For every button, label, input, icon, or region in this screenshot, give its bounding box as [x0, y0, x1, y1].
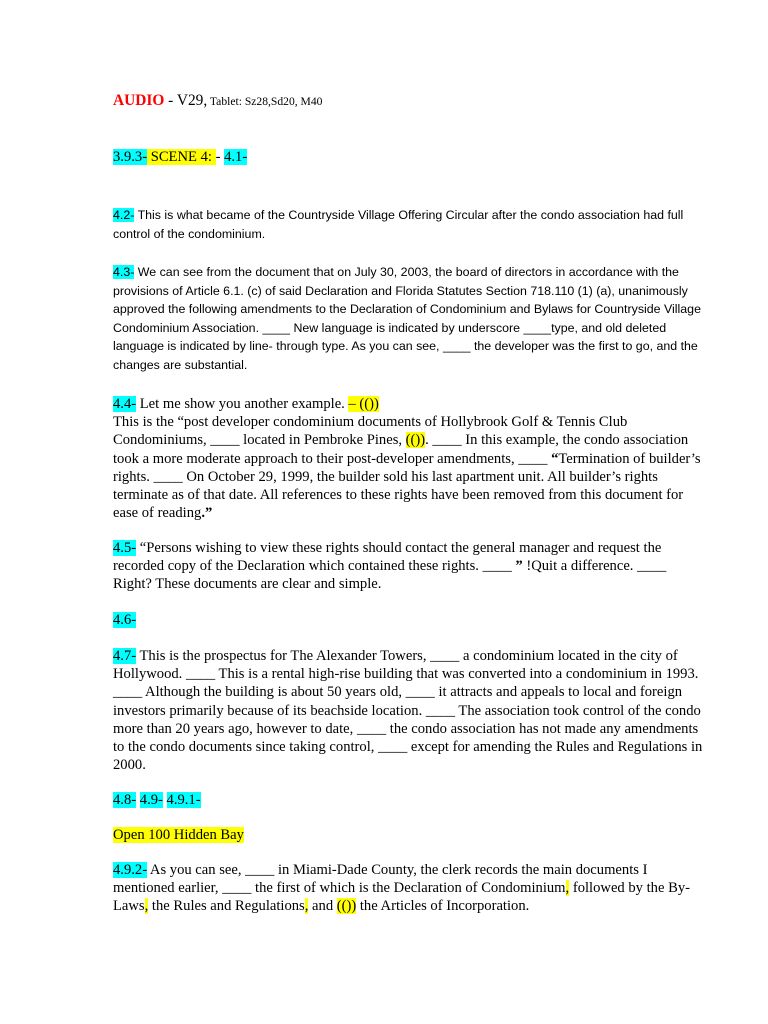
open-instruction-text: Open 100 Hidden Bay	[113, 827, 244, 843]
paragraph-text: This is the prospectus for The Alexander Towers, ____ a condominium located in the city of Hollywood. ____ This is a rental high-rise building that was converted into a condominium in 1993. ____ Although the building is about 50 years old, ____ it attracts and appeals to local and foreign investors primarily because of its beachside location. ____ The association took control of the condo more than 20 years ago, however to date, ____ the condo association has not made any amendments to the condo documents since taking control, ____ except for amending the Rules and Regulations in 2000.	[113, 648, 703, 774]
paragraph-text: This is what became of the Countryside Village Offering Circular after the condo association had full control of the condominium.	[113, 208, 684, 241]
paragraph-4-2	[113, 206, 703, 243]
paragraph-4-9-2	[113, 861, 703, 916]
paragraph-number: 4.8-	[113, 792, 137, 808]
paragraph-text: Termination of builder’s rights. ____ On October 29, 1999, the builder sold his last apartment unit. All builder’s rights terminate as of that date. All references to these rights have been removed from this document for ease of reading	[113, 450, 701, 522]
paragraph-number: 4.4-	[113, 396, 137, 412]
header-line	[113, 92, 703, 111]
paragraph-lead: Let me show you another example.	[136, 396, 349, 412]
paragraph-number: 4.5-	[113, 540, 137, 556]
paragraph-text: and	[308, 898, 337, 915]
paragraph-4-4	[113, 395, 703, 522]
paragraph-text: !Quit a difference. ____ Right? These documents are clear and simple.	[113, 558, 667, 593]
paragraph-text: This is the “post developer condominium documents of Hollybrook Golf & Tennis Club Condominiums, ____ located in Pembroke Pines,	[113, 414, 628, 449]
quote-mark: .”	[201, 505, 213, 522]
tablet-label: Tablet: Sz28,Sd20, M40	[207, 95, 323, 108]
scene-line	[113, 148, 703, 166]
paragraph-number: 4.3-	[113, 265, 135, 279]
paragraph-number: 4.9.1-	[166, 792, 201, 808]
paragraph-number: 4.6-	[113, 612, 137, 628]
version-label: V29,	[176, 92, 208, 109]
paragraph-number: 4.7-	[113, 648, 137, 664]
paragraph-number: 4.9-	[139, 792, 163, 808]
header-dash: -	[164, 92, 177, 109]
marker-highlight: (())	[405, 432, 426, 449]
paragraph-text: . ____ In this example, the condo association took a more moderate approach to their post-developer amendments, ____	[113, 432, 689, 467]
comma-highlight: ,	[144, 898, 149, 915]
paragraph-text: As you can see, ____ in Miami-Dade County, the clerk records the main documents I mentioned earlier, ____ the first of which is the Declaration of Condominium	[113, 862, 648, 897]
paragraph-text: the Rules and Regulations	[148, 898, 305, 915]
quote-mark: ”	[515, 558, 523, 575]
paragraph-4-6	[113, 611, 703, 629]
comma-highlight: ,	[304, 898, 309, 915]
scene-number-2: 4.1-	[224, 149, 248, 165]
open-instruction	[113, 826, 703, 844]
paragraph-number: 4.2-	[113, 208, 135, 222]
paragraph-4-5	[113, 539, 703, 594]
paragraph-text: the Articles of Incorporation.	[356, 898, 530, 915]
paragraph-text: We can see from the document that on July 30, 2003, the board of directors in accordance with the provisions of Article 6.1. (c) of said Declaration and Florida Statutes Section 718.110 (1) (a), unanimously approved the following amendments to the Declaration of Condominium and Bylaws for Countryside Village Condominium Association. ____ New language is indicated by underscore ____type, and old deleted language is indicated by line- through type. As you can see, ____ the developer was the first to go, and the changes are substantial.	[113, 265, 701, 372]
scene-number: 3.9.3-	[113, 149, 148, 165]
audio-label: AUDIO	[113, 92, 165, 109]
paragraph-4-7	[113, 647, 703, 774]
paragraph-4-8	[113, 791, 703, 809]
scene-label: SCENE 4:	[147, 149, 216, 165]
marker-highlight: – (())	[348, 396, 379, 412]
quote-mark: “	[551, 450, 559, 467]
scene-sep: -	[215, 149, 225, 165]
paragraph-text: “Persons wishing to view these rights should contact the general manager and request the recorded copy of the Declaration which contained these rights. ____	[113, 540, 662, 575]
paragraph-4-3	[113, 263, 703, 375]
marker-highlight: (())	[336, 898, 357, 915]
comma-highlight: ,	[565, 880, 570, 897]
paragraph-text: followed by the By-Laws	[113, 880, 690, 915]
paragraph-number: 4.9.2-	[113, 862, 148, 878]
